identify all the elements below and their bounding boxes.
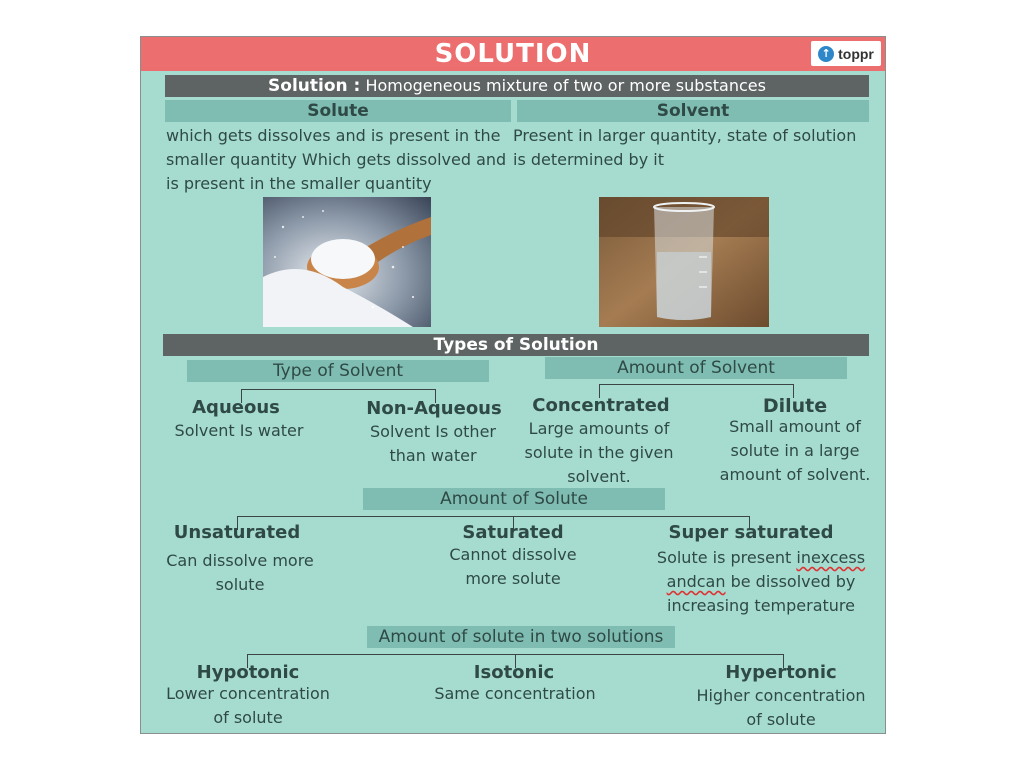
arrow-up-circle-icon: ↑ bbox=[818, 46, 834, 62]
super-saturated-desc-line: increasing temperature bbox=[667, 596, 855, 615]
infographic-frame bbox=[140, 36, 886, 734]
amount-of-solute-heading: Amount of Solute bbox=[363, 488, 665, 510]
two-solutions-heading: Amount of solute in two solutions bbox=[367, 626, 675, 648]
salt-spoon-image bbox=[263, 197, 431, 327]
solute-description bbox=[166, 124, 516, 196]
desc-text-underlined: andcan bbox=[666, 572, 726, 591]
solvent-line: Present in larger quantity, state of solution bbox=[513, 126, 857, 145]
dilute-description bbox=[707, 415, 883, 487]
solvent-heading: Solvent bbox=[517, 100, 869, 122]
concentrated-desc-line: solvent. bbox=[567, 467, 631, 486]
connector-line bbox=[237, 516, 749, 517]
hypertonic-desc-line: of solute bbox=[746, 710, 816, 729]
definition-text: Homogeneous mixture of two or more substances bbox=[365, 76, 766, 95]
saturated-desc-line: Cannot dissolve bbox=[449, 545, 577, 564]
saturated-description bbox=[431, 543, 595, 591]
saturated-desc-line: more solute bbox=[465, 569, 561, 588]
connector-line bbox=[599, 384, 793, 385]
hypertonic-title: Hypertonic bbox=[725, 662, 837, 683]
desc-text: Solute is present bbox=[656, 548, 797, 567]
hypertonic-desc-line: Higher concentration bbox=[696, 686, 866, 705]
toppr-logo bbox=[811, 41, 881, 66]
unsaturated-description bbox=[155, 549, 325, 597]
types-heading-bar bbox=[163, 334, 869, 356]
isotonic-title: Isotonic bbox=[473, 662, 555, 683]
unsaturated-desc-line: solute bbox=[215, 575, 265, 594]
solute-heading: Solute bbox=[165, 100, 511, 122]
non-aqueous-desc-line: than water bbox=[389, 446, 477, 465]
aqueous-description bbox=[163, 419, 315, 443]
logo-text: toppr bbox=[838, 45, 874, 62]
aqueous-desc-line: Solvent Is water bbox=[174, 421, 304, 440]
connector-line bbox=[241, 389, 435, 390]
concentrated-title: Concentrated bbox=[532, 395, 670, 416]
concentrated-description bbox=[511, 417, 687, 489]
unsaturated-desc-line: Can dissolve more bbox=[166, 551, 314, 570]
hypotonic-description bbox=[151, 682, 345, 730]
hypotonic-desc-line: of solute bbox=[213, 708, 283, 727]
dilute-desc-line: solute in a large bbox=[730, 441, 860, 460]
hypotonic-title: Hypotonic bbox=[196, 662, 300, 683]
isotonic-description bbox=[413, 682, 617, 706]
desc-text-underlined: inexcess bbox=[796, 548, 866, 567]
concentrated-desc-line: Large amounts of bbox=[528, 419, 670, 438]
saturated-title: Saturated bbox=[462, 522, 564, 543]
definition-bar bbox=[165, 75, 869, 97]
solute-line: smaller quantity Which gets dissolved and bbox=[166, 150, 507, 169]
water-beaker-image bbox=[599, 197, 769, 327]
aqueous-title: Aqueous bbox=[192, 397, 280, 418]
solvent-line: is determined by it bbox=[513, 150, 664, 169]
super-saturated-desc-line bbox=[641, 546, 881, 570]
dilute-title: Dilute bbox=[762, 395, 828, 417]
super-saturated-title: Super saturated bbox=[668, 522, 834, 543]
super-saturated-description bbox=[641, 546, 881, 618]
non-aqueous-description bbox=[353, 420, 513, 468]
concentrated-desc-line: solute in the given bbox=[524, 443, 674, 462]
solute-line: is present in the smaller quantity bbox=[166, 174, 432, 193]
page-title: SOLUTION bbox=[434, 39, 592, 69]
non-aqueous-title: Non-Aqueous bbox=[366, 398, 502, 419]
dilute-desc-line: Small amount of bbox=[729, 417, 861, 436]
types-heading: Types of Solution bbox=[433, 335, 599, 355]
hypotonic-desc-line: Lower concentration bbox=[166, 684, 330, 703]
isotonic-desc-line: Same concentration bbox=[434, 684, 596, 703]
non-aqueous-desc-line: Solvent Is other bbox=[370, 422, 496, 441]
unsaturated-title: Unsaturated bbox=[173, 522, 301, 543]
solute-line: which gets dissolves and is present in the bbox=[166, 126, 501, 145]
solvent-description bbox=[513, 124, 883, 172]
super-saturated-desc-line bbox=[641, 570, 881, 594]
type-of-solvent-heading: Type of Solvent bbox=[187, 360, 489, 382]
hypertonic-description bbox=[683, 684, 879, 732]
amount-of-solvent-heading: Amount of Solvent bbox=[545, 357, 847, 379]
dilute-desc-line: amount of solvent. bbox=[719, 465, 871, 484]
definition-term: Solution : bbox=[268, 76, 361, 96]
desc-text: be dissolved by bbox=[725, 572, 856, 591]
